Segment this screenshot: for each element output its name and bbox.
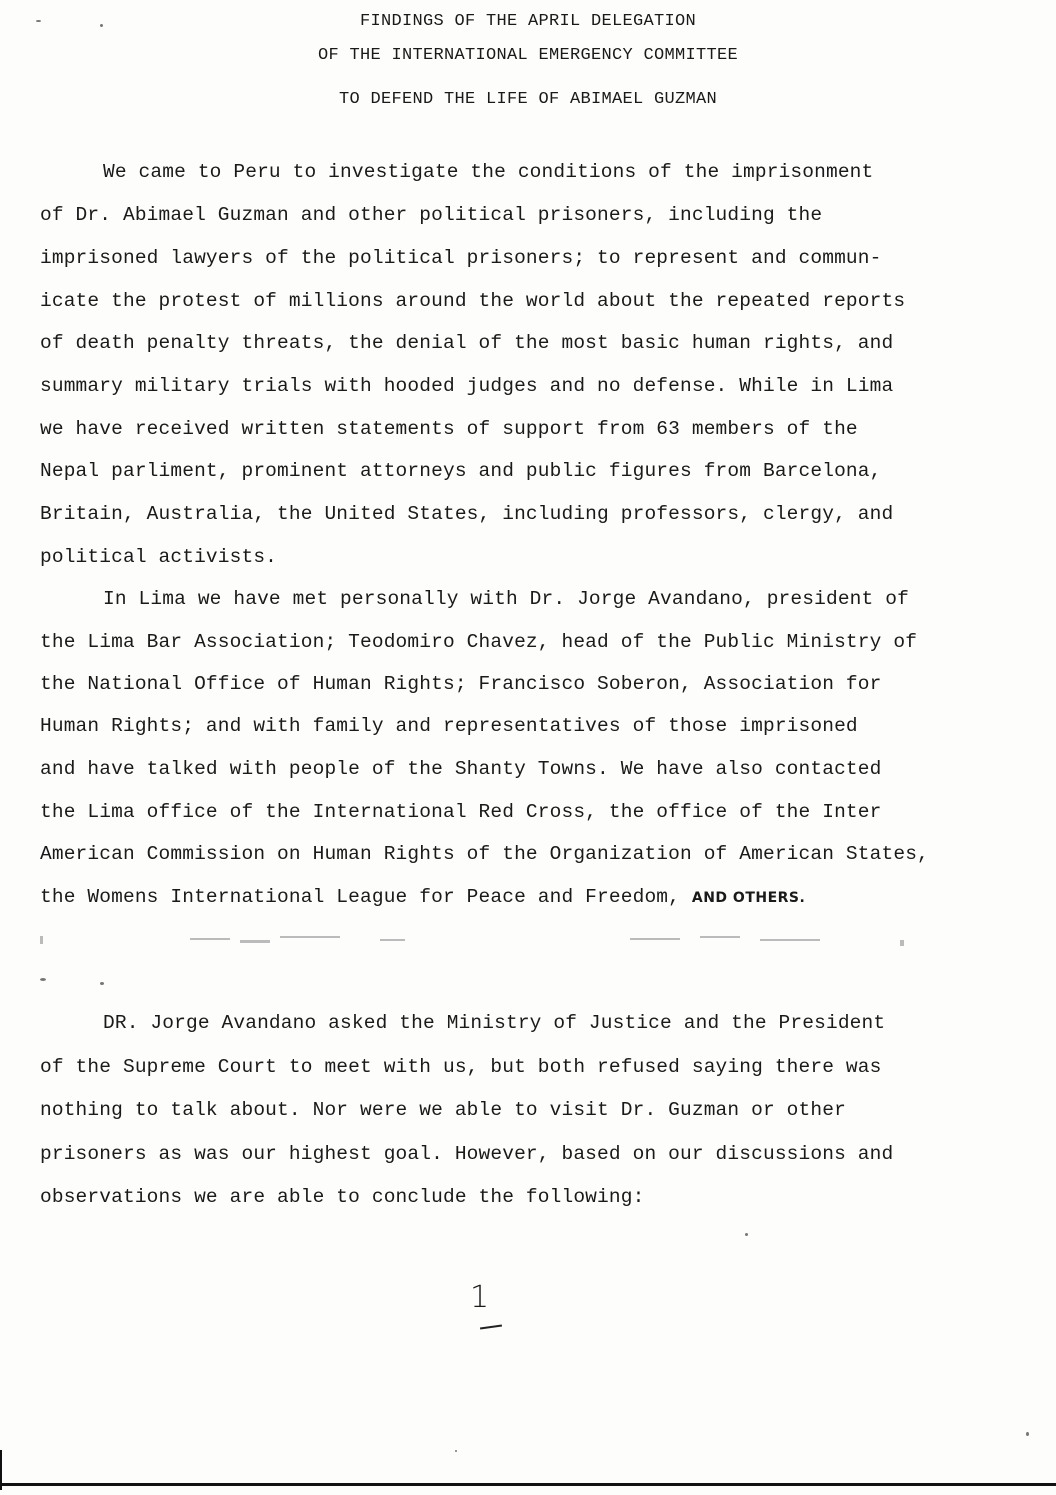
smudge-mark [40,978,46,981]
scan-speck [455,1450,457,1452]
erased-text-smudge [40,930,940,950]
title-line-1: FINDINGS OF THE APRIL DELEGATION [359,12,697,31]
paragraph-2-line: and have talked with people of the Shanty Towns. We have also contacted [40,758,882,780]
scan-bottom-edge [0,1483,1056,1486]
paragraph-3-line: of the Supreme Court to meet with us, but both refused saying there was [40,1056,882,1078]
page-number-underline [480,1324,502,1329]
page-number: 1 [470,1280,490,1315]
paragraph-1-line: Nepal parliment, prominent attorneys and public figures from Barcelona, [40,460,882,482]
paragraph-1-line: we have received written statements of support from 63 members of the [40,418,858,440]
paragraph-3-line: observations we are able to conclude the following: [40,1186,645,1208]
paragraph-1-line: imprisoned lawyers of the political prisoners; to represent and commun- [40,247,882,269]
smudge-mark [100,982,104,985]
scan-speck [100,24,103,27]
paragraph-3-line: nothing to talk about. Nor were we able to visit Dr. Guzman or other [40,1099,846,1121]
title-line-3: TO DEFEND THE LIFE OF ABIMAEL GUZMAN [338,90,718,109]
paragraph-2-line: Human Rights; and with family and representatives of those imprisoned [40,715,858,737]
scan-speck [1026,1432,1029,1436]
paragraph-1-line: Britain, Australia, the United States, including professors, clergy, and [40,503,894,525]
paragraph-1-line: We came to Peru to investigate the conditions of the imprisonment [103,161,874,183]
scan-speck [36,20,41,22]
paragraph-2-line: American Commission on Human Rights of the Organization of American States, [40,843,929,865]
paragraph-3-line: DR. Jorge Avandano asked the Ministry of Justice and the President [103,1012,886,1034]
paragraph-2-line: the Lima office of the International Red Cross, the office of the Inter [40,801,882,823]
paragraph-1-line: of death penalty threats, the denial of the most basic human rights, and [40,332,894,354]
scan-speck [745,1233,748,1236]
title-line-2: OF THE INTERNATIONAL EMERGENCY COMMITTEE [317,46,739,65]
handwritten-annotation: AND OTHERS. [691,890,806,906]
paragraph-2-line: the Lima Bar Association; Teodomiro Chavez, head of the Public Ministry of [40,631,918,653]
paragraph-1-line: summary military trials with hooded judges and no defense. While in Lima [40,375,894,397]
paragraph-2-line: the Womens International League for Peace and Freedom, [40,886,681,908]
paragraph-2-line: the National Office of Human Rights; Francisco Soberon, Association for [40,673,882,695]
paragraph-3-line: prisoners as was our highest goal. However, based on our discussions and [40,1143,894,1165]
paragraph-1-line: of Dr. Abimael Guzman and other political prisoners, including the [40,204,823,226]
paragraph-1-line: political activists. [40,546,278,568]
paragraph-2-last-line [40,886,805,908]
paragraph-1-line: icate the protest of millions around the world about the repeated reports [40,290,906,312]
paragraph-2-line: In Lima we have met personally with Dr. Jorge Avandano, president of [103,588,909,610]
